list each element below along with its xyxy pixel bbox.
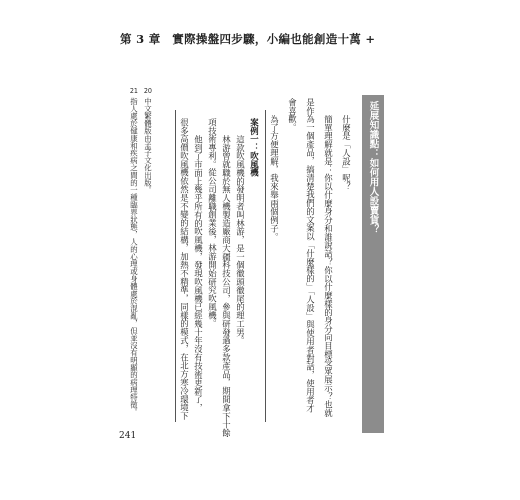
body-line: 會喜歡。 <box>287 98 298 132</box>
case-title: 案例一：吹風機 <box>249 118 260 177</box>
footnote-text: 指人處於健康和疾病之間的一種臨界狀態，人的心理或身體處於混亂，但並沒有明顯的病理特徵。 <box>129 97 139 416</box>
section-tab-bar <box>362 95 384 433</box>
page-number: 241 <box>119 431 137 441</box>
case-box-left-rule <box>175 110 176 422</box>
body-line: 為了方便理解，我來舉兩個例子。 <box>269 114 280 241</box>
footnote <box>144 87 151 194</box>
footnote-number: 21 <box>129 87 138 95</box>
case-line: 他到了市面上幾乎所有的吹風機，發現吹風機已經幾十年沒有技術更新了， <box>193 134 204 412</box>
body-line: 簡單理解就是：你以什麼身分和誰說話？你以什麼樣的身分向目標受眾展示？也就 <box>323 114 334 417</box>
case-box-right-rule <box>265 110 266 422</box>
body-line: 是作為一個產品，搞清楚我們的文案以「什麼樣的」「人設」與使用者對話，使用者才 <box>305 98 316 413</box>
case-line: 林游曾就職於無人機製造廠商大疆科技公司，參與研發過多款產品，期間拿下十餘 <box>221 134 232 437</box>
footnote-number: 20 <box>143 87 152 95</box>
case-line: 這款吹風機的發明者叫林游，是一個徹頭徹尾的理工男。 <box>235 134 246 345</box>
body-line: 什麼是「人設」呢？ <box>341 114 352 191</box>
footnote <box>130 87 137 416</box>
footnote-text: 中文繁體版由孟子文化出版。 <box>143 97 153 194</box>
case-line: 項技術專利。從公司離職創業後，林游開始研究吹風機。 <box>207 118 218 328</box>
running-header: 第 3 章 實際操盤四步驟，小編也能創造十萬 + <box>120 32 376 46</box>
case-line: 很多高價吹風機依然是不變的結構，加熱不精準，同樣的模式，在北方寒冷環境下 <box>179 118 190 421</box>
section-tab-label: 延展知識點：如何用人設賣貨？ <box>367 101 379 234</box>
